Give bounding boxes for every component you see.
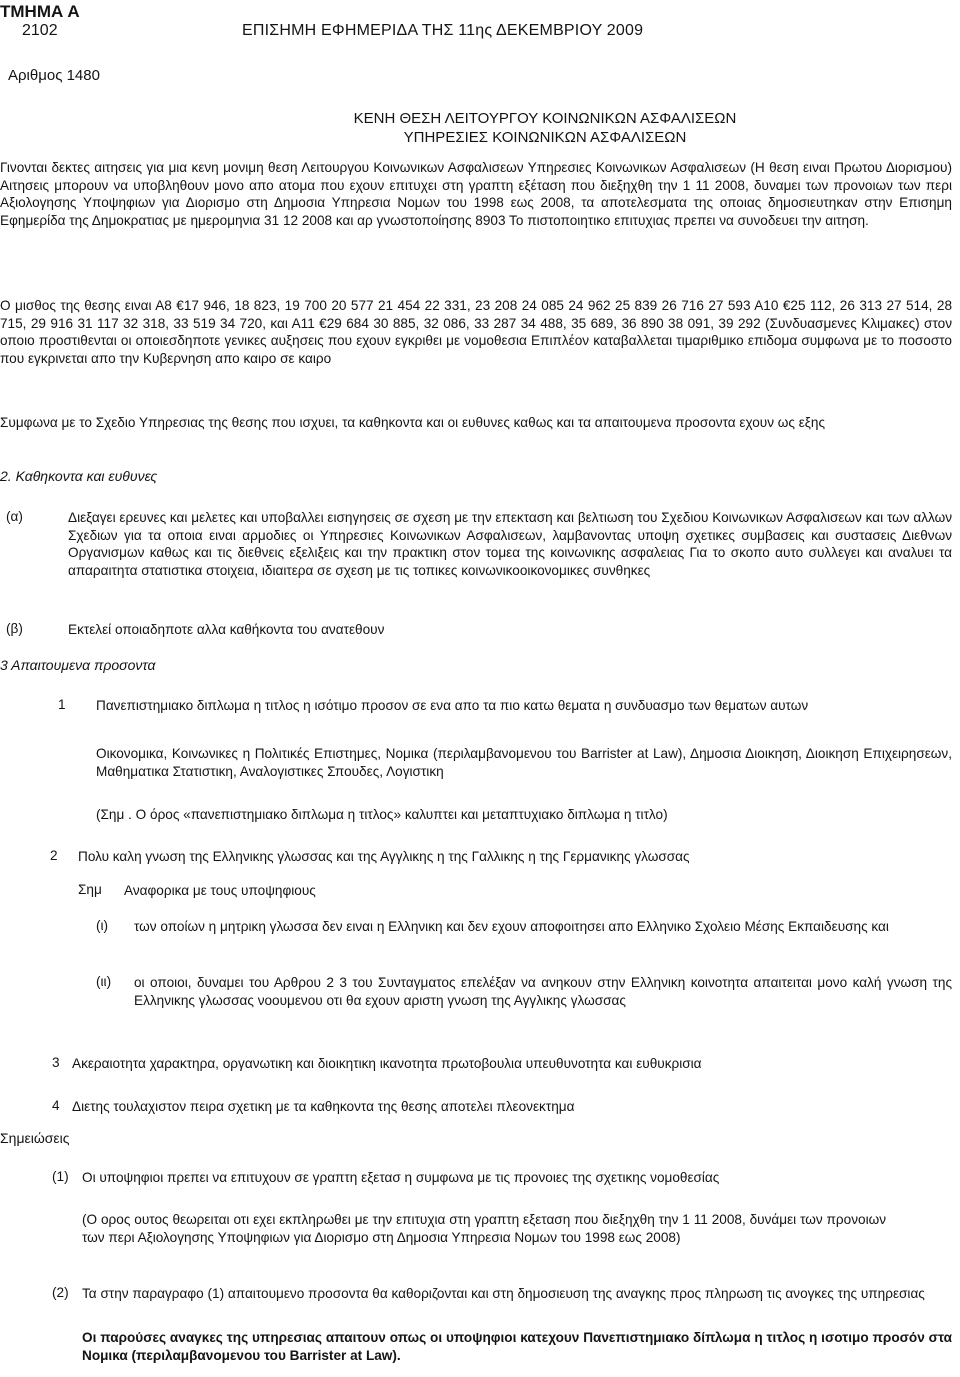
duties-heading: 2. Καθηκοντα και ευθυνες	[0, 468, 158, 484]
notice-number: Αριθμος 1480	[8, 67, 100, 84]
duty-a-label: (α)	[6, 509, 23, 524]
note-2-label: (2)	[52, 1285, 69, 1300]
note-1-parenthetical: (Ο ορος ουτος θεωρειται οτι εχει εκπληρωθει με την επιτυχια στη γραπτη εξεταση που διεξηχθη την 1 11 2008, δυνάμει των προνοιων των περι Αξιολογησης Υποψηφιων για Διορισμο στη Δημοσια Υπηρεσια Νομων του 1998 εως 2008)	[82, 1212, 886, 1245]
qual-1-subjects: Οικονομικα, Κοινωνικες η Πολιτικές Επιστημες, Νομικα (περιλαμβανομενου του Barrister at Law), Δημοσια Διοικηση, Διοικηση Επιχειρησεων, Μαθηματικα Στατιστικη, Αναλογιστικες Σπουδες, Λογιστικη	[96, 746, 952, 779]
note-1-text: Οι υποψηφιοι πρεπει να επιτυχουν σε γραπτη εξετασ η συμφωνα με τις προνοιες της σχετικης νομοθεσίας	[82, 1170, 720, 1185]
note-2-text: Τα στην παραγραφο (1) απαιτουμενο προσοντα θα καθοριζονται και στη δημοσιευση της αναγκης προς πληρωση τις ανογκες της υπηρεσιας	[82, 1286, 925, 1301]
qual-2-note-label: Σημ	[78, 882, 102, 897]
notes-heading: Σημειώσεις	[0, 1130, 70, 1146]
qual-4-text: Διετης τουλαχιστον πειρα σχετικη με τα καθηκοντα της θεσης αποτελει πλεονεκτημα	[72, 1099, 575, 1114]
page-number: 2102	[22, 22, 58, 39]
qual-2-note-text: Αναφορικα με τους υποψηφιους	[124, 883, 316, 898]
note-2-current-needs: Οι παρούσες αναγκες της υπηρεσιας απαιτουν οπως οι υποψηφιοι κατεχουν Πανεπιστημιακο δίπλωμα η τιτλος η ισοτιμο προσόν στα Νομικα (περιλαμβανομενου του Barrister at Law).	[82, 1330, 952, 1363]
qual-3-number: 3	[52, 1055, 60, 1070]
qual-2-ii-text: οι οποιοι, δυναμει του Αρθρου 2 3 του Συνταγματος επελέξαν να ανηκουν στην Ελληνικη κοινοτητα απαιτειται μονο καλή γνωση της Ελληνικης γλωσσας νοουμενου οτι θα εχουν αριστη γνωση της Αγγλικης γλωσσας	[134, 975, 952, 1008]
qual-2-i-label: (ι)	[96, 918, 109, 933]
qual-2-number: 2	[50, 848, 58, 863]
qual-3-text: Ακεραιοτητα χαρακτηρα, οργανωτικη και διοικητικη ικανοτητα πρωτοβουλια υπευθυνοτητα και ευθυκρισια	[72, 1056, 702, 1071]
qual-2-ii-label: (ιι)	[96, 974, 112, 989]
notice-title: ΚΕΝΗ ΘΕΣΗ ΛΕΙΤΟΥΡΓΟΥ ΚΟΙΝΩΝΙΚΩΝ ΑΣΦΑΛΙΣΕΩΝ	[353, 110, 737, 127]
duty-a-text: Διεξαγει ερευνες και μελετες και υποβαλλει εισηγησεις σε σχεση με την επεκταση και βελτιωση του Σχεδιου Κοινωνικων Ασφαλισεων και των αλλων Σχεδιων για τα οποια ειναι αρμοδιες οι Υπηρεσιες Κοινωνικων Ασφαλισεων, λαμβανοντας υποψη σχετικες συμβασεις και συστασεις Διεθνων Οργανισμων καθως και τις διεθνεις εξελιξεις και την πρακτικη στον τομεα της κοινωνικης ασφαλειας Για το σκοπο αυτο συλλεγει και αναλυει τα απαραιτητα στατιστικα στοιχεια, ιδιαιτερα σε σχεση με τις τοπικες κοινωνικοοικονομικες συνθηκες	[68, 510, 952, 578]
gazette-title: ΕΠΙΣΗΜΗ ΕΦΗΜΕΡΙΔΑ ΤΗΣ 11ης ΔΕΚΕΜΒΡΙΟΥ 2009	[242, 22, 644, 39]
qual-2-text: Πολυ καλη γνωση της Ελληνικης γλωσσας και της Αγγλικης η της Γαλλικης η της Γερμανικης γλωσσας	[78, 849, 690, 864]
duty-b-text: Εκτελεί οποιαδηποτε αλλα καθήκοντα του ανατεθουν	[68, 622, 385, 637]
qual-1-text: Πανεπιστημιακο διπλωμα η τιτλος η ισότιμο προσον σε ενα απο τα πιο κατω θεματα η συνδυασμο των θεματων αυτων	[96, 698, 809, 713]
qual-1-number: 1	[58, 697, 66, 712]
qual-2-i-text: των οποίων η μητρικη γλωσσα δεν ειναι η Ελληνικη και δεν εχουν αποφοιτησει απο Ελληνικο Σχολειο Μέσης Εκπαιδευσης και	[134, 919, 889, 934]
duty-b-label: (β)	[6, 621, 23, 636]
intro-paragraph: Γινονται δεκτες αιτησεις για μια κενη μονιμη θεση Λειτουργου Κοινωνικων Ασφαλισεων Υπηρεσιες Κοινωνικων Ασφαλισεων (Η θεση ειναι Πρωτου Διορισμου) Αιτησεις μπορουν να υποβληθουν μονο απο ατομα που εχουν επιτυχει στη γραπτη εξέταση που διεξηχθη την 1 11 2008, δυναμει των προνοιων των περι Αξιολογησης Υποψηφιων για Διορισμο στη Δημοσια Υπηρεσια Νομων του 1998 εως 2008, τα αποτελεσματα της οποιας δημοσιευτηκαν στην Επισημη Εφημερίδα της Δημοκρατιας με ημερομηνια 31 12 2008 και αρ γνωστοποίησης 8903 Το πιστοποιητικο επιτυχιας πρεπει να συνοδευει την αιτηση.	[0, 160, 952, 228]
qual-4-number: 4	[52, 1098, 60, 1113]
qualifications-heading: 3 Απαιτουμενα προσοντα	[0, 657, 156, 673]
note-1-label: (1)	[52, 1169, 69, 1184]
qual-1-note: (Σημ . Ο όρος «πανεπιστημιακο διπλωμα η τιτλος» καλυπτει και μεταπτυχιακο διπλωμα η τιτλο)	[96, 807, 668, 822]
schedule-paragraph: Συμφωνα με το Σχεδιο Υπηρεσιας της θεσης που ισχυει, τα καθηκοντα και οι ευθυνες καθως και τα απαιτουμενα προσοντα εχουν ως εξης	[0, 415, 825, 430]
salary-paragraph: Ο μισθος της θεσης ειναι Α8 €17 946, 18 823, 19 700 20 577 21 454 22 331, 23 208 24 085 24 962 25 839 26 716 27 593 Α10 €25 112, 26 313 27 514, 28 715, 29 916 31 117 32 318, 33 519 34 720, και Α11 €29 684 30 885, 32 086, 33 287 34 488, 35 689, 36 890 38 091, 39 292 (Συνδυασμενες Κλιμακες) στον οποιο προστιθενται οι οποιεσδηποτε γενικες αυξησεις που εχουν εγκριθει με νομοθεσια Επιπλέον καταβαλλεται τιμαριθμικο επιδομα συμφωνα με το ποσοστο που εγκρινεται απο την Κυβερνηση απο καιρο σε καιρο	[0, 298, 952, 366]
section-label: ΤΜΗΜΑ Α	[0, 2, 80, 21]
notice-subtitle: ΥΠΗΡΕΣΙΕΣ ΚΟΙΝΩΝΙΚΩΝ ΑΣΦΑΛΙΣΕΩΝ	[403, 129, 687, 146]
